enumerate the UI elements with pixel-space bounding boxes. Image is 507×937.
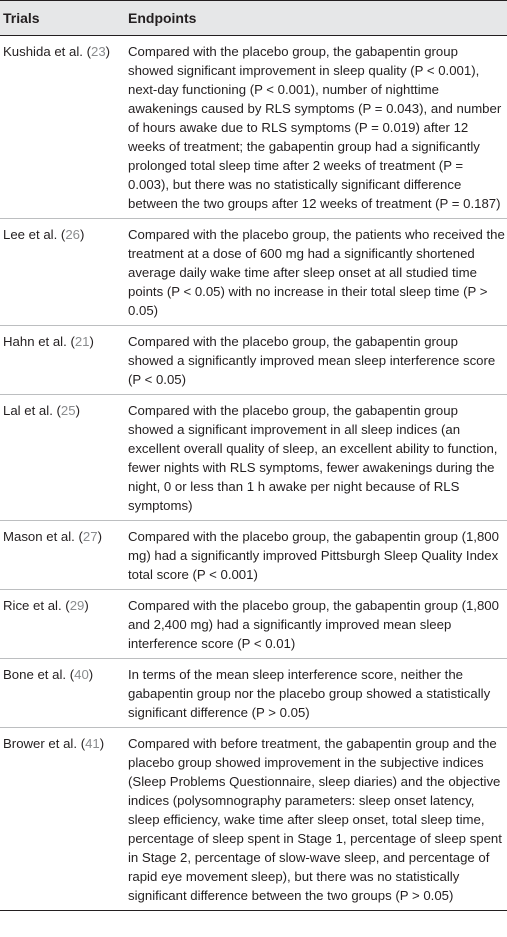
endpoint-cell: Compared with the placebo group, the patients who received the treatment at a dose of 600 mg had a significantly shortened average daily wake time after sleep onset at all studied time points (P < 0.05) with no increase in their total sleep time (P > 0.05) (125, 219, 507, 326)
trial-name: Hahn et al. (3, 334, 67, 349)
table-row (0, 395, 507, 521)
trial-cell: Mason et al. (27) (0, 521, 125, 590)
header-trials: Trials (0, 1, 125, 36)
reference-link[interactable]: 26 (65, 227, 80, 242)
table-row (0, 36, 507, 219)
endpoint-cell: Compared with the placebo group, the gabapentin group showed a significantly improved mean sleep interference score (P < 0.05) (125, 326, 507, 395)
table-row (0, 521, 507, 590)
endpoint-cell: Compared with the placebo group, the gabapentin group showed a significant improvement in all sleep indices (an excellent overall quality of sleep, an excellent ability to function, fewer nights with RLS symptoms, fewer awakenings during the night, 0 or less than 1 h awake per night because of RLS symptoms) (125, 395, 507, 521)
endpoint-cell: In terms of the mean sleep interference score, neither the gabapentin group nor the placebo group showed a statistically significant difference (P > 0.05) (125, 659, 507, 728)
reference-link[interactable]: 25 (60, 403, 76, 418)
trial-name: Lee et al. (3, 227, 58, 242)
table-header-row (0, 1, 507, 36)
endpoint-cell: Compared with the placebo group, the gabapentin group showed significant improvement in sleep quality (P < 0.001), next-day functioning (P < 0.001), number of nighttime awakenings caused by RLS symptoms (P = 0.043), and number of hours awake due to RLS symptoms (P = 0.019) after 12 weeks of treatment; the gabapentin group had a significantly prolonged total sleep time after 2 weeks of treatment (P = 0.003), but there was no statistically significant difference between the two groups after 12 weeks of treatment (P = 0.187) (125, 36, 507, 219)
trial-name: Bone et al. (3, 667, 67, 682)
trial-name: Mason et al. (3, 529, 75, 544)
trial-cell: Hahn et al. (21) (0, 326, 125, 395)
trial-cell: Lal et al. (25) (0, 395, 125, 521)
table-row (0, 219, 507, 326)
table-row (0, 659, 507, 728)
table-row (0, 590, 507, 659)
trial-name: Lal et al. (3, 403, 53, 418)
reference-link[interactable]: 29 (69, 598, 85, 613)
trial-name: Kushida et al. (3, 44, 83, 59)
reference-link[interactable]: 21 (74, 334, 90, 349)
endpoint-cell: Compared with before treatment, the gabapentin group and the placebo group showed improvement in the subjective indices (Sleep Problems Questionnaire, sleep diaries) and the objective indices (polysomnography parameters: sleep onset latency, sleep efficiency, wake time after sleep onset, total sleep time, percentage of sleep spent in Stage 1, percentage of sleep spent in Stage 2, percentage of slow-wave sleep, and percentage of rapid eye movement sleep), but there was no statistically significant difference between the two groups (P > 0.05) (125, 728, 507, 911)
trial-name: Brower et al. (3, 736, 78, 751)
header-endpoints: Endpoints (125, 1, 507, 36)
table-row (0, 326, 507, 395)
trial-cell: Brower et al. (41) (0, 728, 125, 911)
trial-name: Rice et al. (3, 598, 62, 613)
reference-link[interactable]: 27 (82, 529, 98, 544)
trial-cell: Bone et al. (40) (0, 659, 125, 728)
reference-link[interactable]: 41 (85, 736, 100, 751)
endpoint-cell: Compared with the placebo group, the gabapentin group (1,800 and 2,400 mg) had a significantly improved mean sleep interference score (P < 0.01) (125, 590, 507, 659)
trial-cell: Kushida et al. (23) (0, 36, 125, 219)
table-row (0, 728, 507, 911)
reference-link[interactable]: 40 (74, 667, 89, 682)
trial-cell: Lee et al. (26) (0, 219, 125, 326)
trial-cell: Rice et al. (29) (0, 590, 125, 659)
endpoint-cell: Compared with the placebo group, the gabapentin group (1,800 mg) had a significantly improved Pittsburgh Sleep Quality Index total score (P < 0.001) (125, 521, 507, 590)
reference-link[interactable]: 23 (90, 44, 106, 59)
